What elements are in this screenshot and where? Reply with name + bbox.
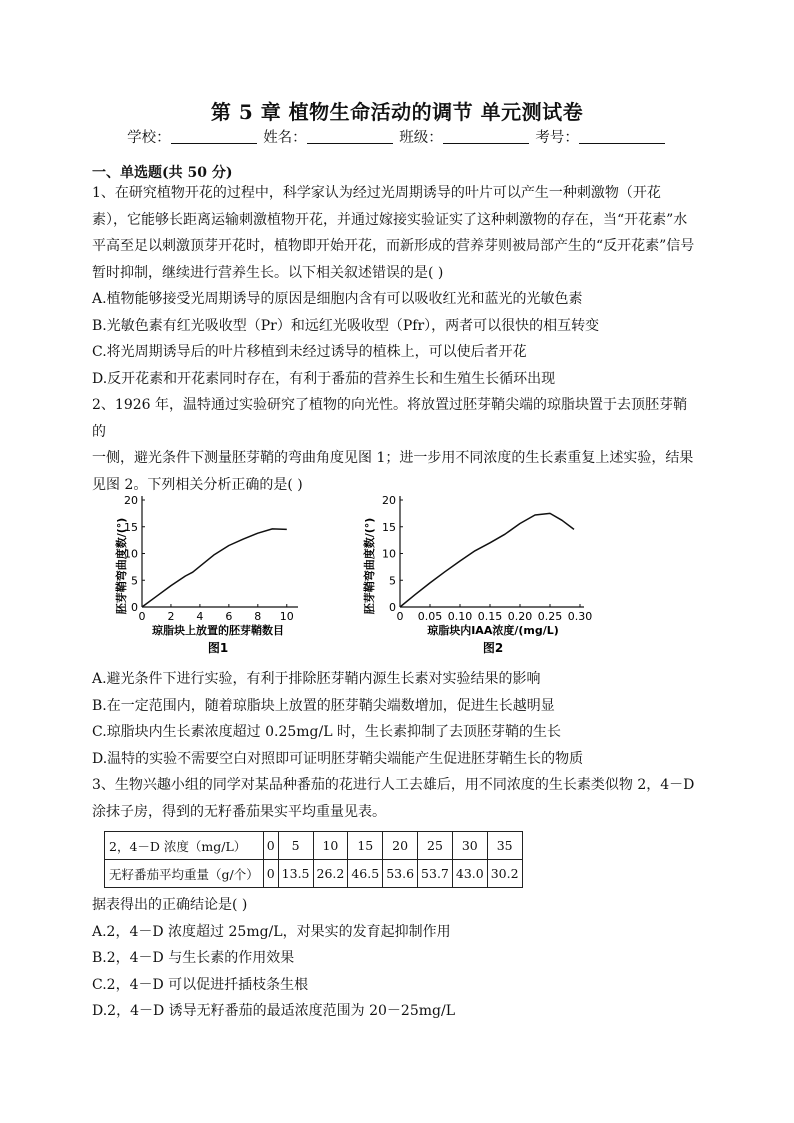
- q2-stem-line: 一侧，避光条件下测量胚芽鞘的弯曲角度见图 1；进一步用不同浓度的生长素重复上述实验，结果: [92, 450, 694, 466]
- name-blank[interactable]: [307, 129, 393, 144]
- q3-data-table: [104, 831, 523, 888]
- q3-stem-line: 3、生物兴趣小组的同学对某品种番茄的花进行人工去雄后，用不同浓度的生长素类似物 2，4－D: [92, 777, 695, 793]
- q3-option-c[interactable]: C.2，4－D 可以促进扦插枝条生根: [92, 976, 309, 993]
- question-3-answers: [92, 892, 698, 1025]
- figure-2-data-line: [400, 513, 574, 607]
- table-cell: 25: [418, 832, 453, 860]
- table-cell: 2，4－D 浓度（mg/L）: [105, 832, 264, 860]
- y-tick-label: 0: [131, 601, 138, 614]
- q2-stem-line: 2、1926 年，温特通过实验研究了植物的向光性。将放置过胚芽鞘尖端的琼脂块置于去顶胚芽鞘的: [92, 397, 687, 440]
- table-cell: 43.0: [452, 860, 487, 888]
- x-tick-label: 4: [196, 610, 204, 623]
- q3-conclusion: 据表得出的正确结论是( ): [92, 897, 248, 913]
- table-row: [105, 832, 523, 860]
- q3-option-b[interactable]: B.2，4－D 与生长素的作用效果: [92, 950, 295, 966]
- figure-2-title: 图2: [482, 641, 504, 655]
- q2-option-a[interactable]: A.避光条件下进行实验，有利于排除胚芽鞘内源生长素对实验结果的影响: [92, 671, 541, 687]
- figure-1-data-line: [142, 529, 287, 607]
- q3-stem-line: 涂抹子房，得到的无籽番茄果实平均重量见表。: [92, 803, 386, 820]
- q3-option-a[interactable]: A.2，4－D 浓度超过 25mg/L，对果实的发育起抑制作用: [92, 923, 451, 940]
- x-tick-label: 0: [396, 610, 404, 623]
- table-cell: 46.5: [348, 860, 383, 888]
- figure-1-chart: [100, 488, 310, 658]
- table-cell: 53.6: [383, 860, 418, 888]
- q2-option-d[interactable]: D.温特的实验不需要空白对照即可证明胚芽鞘尖端能产生促进胚芽鞘生长的物质: [92, 750, 584, 767]
- number-blank[interactable]: [579, 129, 665, 144]
- q1-option-b[interactable]: B.光敏色素有红光吸收型（Pr）和远红光吸收型（Pfr），两者可以很快的相互转变: [92, 317, 600, 334]
- section-title: 一、单选题(共 50 分): [92, 165, 233, 181]
- q1-option-c[interactable]: C.将光周期诱导后的叶片移植到未经过诱导的植株上，可以使后者开花: [92, 344, 527, 360]
- y-tick-label: 15: [124, 520, 138, 534]
- school-label: 学校：: [127, 130, 171, 146]
- table-cell: 53.7: [418, 860, 453, 888]
- question-1: [92, 180, 698, 498]
- x-tick-label: 0.20: [507, 610, 533, 623]
- x-tick-label: 0.10: [447, 610, 473, 623]
- q2-stem-line: 见图 2。下列相关分析正确的是( ): [92, 476, 303, 493]
- table-cell: 5: [278, 832, 313, 860]
- x-tick-label: 10: [279, 610, 294, 623]
- figure-1-y-axis-label: 胚芽鞘弯曲度数/(°): [115, 517, 128, 615]
- y-tick-label: 20: [382, 494, 396, 507]
- x-tick-label: 0.30: [567, 610, 593, 623]
- table-cell: 10: [313, 832, 348, 860]
- class-blank[interactable]: [443, 129, 529, 144]
- figure-1-x-axis-label: 琼脂块上放置的胚芽鞘数目: [152, 624, 284, 637]
- x-tick-label: 0: [138, 610, 146, 623]
- class-label: 班级：: [399, 130, 443, 146]
- y-tick-label: 10: [124, 547, 138, 561]
- y-tick-label: 20: [124, 494, 138, 507]
- table-row: [105, 860, 523, 888]
- q3-option-d[interactable]: D.2，4－D 诱导无籽番茄的最适浓度范围为 20－25mg/L: [92, 1003, 455, 1019]
- table-cell: 26.2: [313, 860, 348, 888]
- q1-stem-line: 素），它能够长距离运输刺激植物开花，并通过嫁接实验证实了这种刺激物的存在，当“开花素”水: [92, 211, 688, 228]
- table-cell: 30.2: [487, 860, 522, 888]
- figure-2-y-axis-label: 胚芽鞘弯曲度数/(°): [363, 517, 376, 615]
- x-tick-label: 2: [167, 610, 175, 623]
- figure-2-axes: [382, 494, 592, 623]
- x-tick-label: 0.25: [537, 610, 563, 623]
- table-cell: 无籽番茄平均重量（g/个）: [105, 860, 264, 888]
- q2-option-b[interactable]: B.在一定范围内，随着琼脂块上放置的胚芽鞘尖端数增加，促进生长越明显: [92, 697, 555, 714]
- q1-option-d[interactable]: D.反开花素和开花素同时存在，有利于番茄的营养生长和生殖生长循环出现: [92, 370, 556, 387]
- y-tick-label: 15: [382, 520, 396, 534]
- number-label: 考号：: [535, 130, 579, 146]
- figure-1-title: 图1: [207, 641, 229, 655]
- x-tick-label: 8: [254, 610, 262, 623]
- q1-stem-line: 暂时抑制，继续进行营养生长。以下相关叙述错误的是( ): [92, 264, 444, 281]
- student-info-line: [0, 126, 794, 147]
- x-tick-label: 0.15: [477, 610, 503, 623]
- y-tick-label: 5: [131, 574, 138, 588]
- figure-2-x-axis-label: 琼脂块内IAA浓度/(mg/L): [427, 624, 559, 637]
- table-cell: 0: [263, 860, 278, 888]
- table-cell: 15: [348, 832, 383, 860]
- y-tick-label: 0: [389, 601, 396, 614]
- q1-stem-line: 平高至足以刺激顶芽开花时，植物即开始开花，而新形成的营养芽则被局部产生的“反开花素”信号: [92, 238, 695, 254]
- q2-option-c[interactable]: C.琼脂块内生长素浓度超过 0.25mg/L 时，生长素抑制了去顶胚芽鞘的生长: [92, 724, 561, 740]
- y-tick-label: 5: [389, 574, 396, 588]
- x-tick-label: 6: [225, 610, 233, 623]
- table-cell: 30: [452, 832, 487, 860]
- table-cell: 13.5: [278, 860, 313, 888]
- question-2-options: [92, 666, 698, 825]
- figure-1-axes: [124, 494, 298, 623]
- figure-1-series: [142, 529, 287, 607]
- q1-option-a[interactable]: A.植物能够接受光周期诱导的原因是细胞内含有可以吸收红光和蓝光的光敏色素: [92, 291, 583, 307]
- page-title: 第 5 章 植物生命活动的调节 单元测试卷: [210, 100, 584, 124]
- figure-2-chart: [358, 488, 598, 658]
- name-label: 姓名：: [263, 130, 307, 146]
- table-cell: 0: [263, 832, 278, 860]
- q1-stem-line: 1、在研究植物开花的过程中，科学家认为经过光周期诱导的叶片可以产生一种刺激物（开花: [92, 185, 661, 201]
- table-cell: 35: [487, 832, 522, 860]
- x-tick-label: 0.05: [417, 610, 443, 623]
- table-cell: 20: [383, 832, 418, 860]
- y-tick-label: 10: [382, 547, 396, 561]
- school-blank[interactable]: [171, 129, 257, 144]
- figure-2-series: [400, 513, 574, 607]
